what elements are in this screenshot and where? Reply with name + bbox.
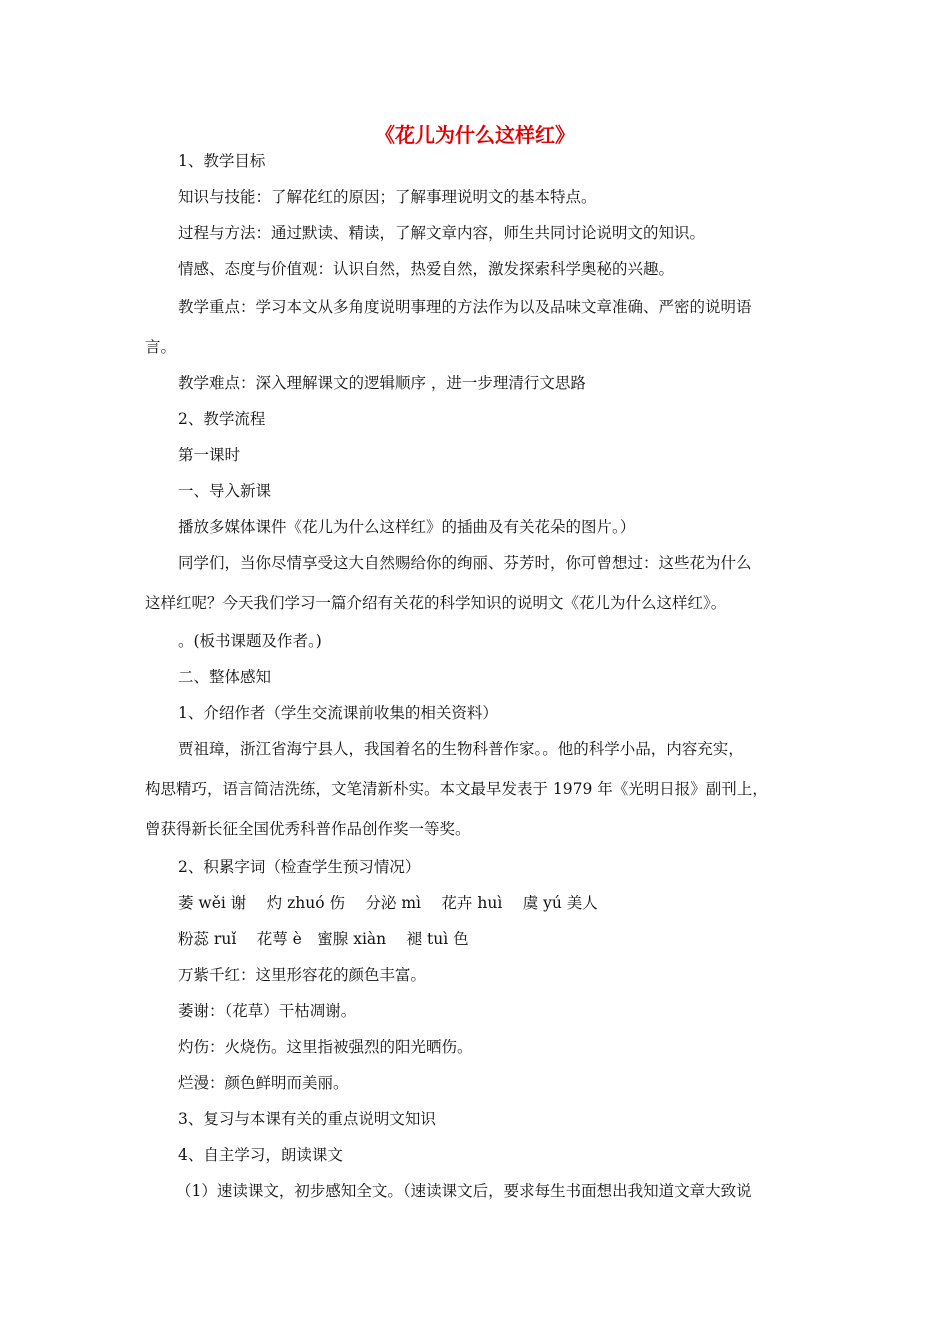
- paragraph-board-writing: 。(板书课题及作者。): [178, 632, 322, 650]
- list-item-self-study: 4、自主学习，朗读课文: [178, 1146, 343, 1164]
- list-item-vocabulary: 2、积累字词（检查学生预习情况）: [178, 858, 421, 876]
- paragraph-process-method: 过程与方法：通过默读、精读，了解文章内容，师生共同讨论说明文的知识。: [178, 224, 706, 242]
- subsection-heading-overall: 二、整体感知: [178, 668, 272, 686]
- paragraph-speed-reading: （1）速读课文，初步感知全文。（速读课文后，要求每生书面想出我知道文章大致说: [176, 1182, 752, 1200]
- paragraph-students: 同学们，当你尽情享受这大自然赐给你的绚丽、芬芳时，你可曾想过：这些花为什么: [178, 554, 752, 572]
- paragraph-students-cont: 这样红呢？今天我们学习一篇介绍有关花的科学知识的说明文《花儿为什么这样红》。: [145, 594, 727, 612]
- definition-lanman: 烂漫：颜色鲜明而美丽。: [178, 1074, 349, 1092]
- paragraph-knowledge-skills: 知识与技能：了解花红的原因；了解事理说明文的基本特点。: [178, 188, 597, 206]
- vocabulary-row-2: 粉蕊 ruǐ 花萼 è 蜜腺 xiàn 褪 tuì 色: [178, 930, 469, 948]
- vocabulary-row-1: 萎 wěi 谢 灼 zhuó 伤 分泌 mì 花卉 huì 虞 yú 美人: [178, 894, 598, 912]
- document-title: 《花儿为什么这样红》: [375, 123, 575, 147]
- paragraph-author-bio: 贾祖璋，浙江省海宁县人，我国着名的生物科普作家。。他的科学小品，内容充实，: [178, 740, 744, 758]
- lesson-label: 第一课时: [178, 446, 241, 464]
- section-heading-teaching-flow: 2、教学流程: [178, 410, 266, 428]
- paragraph-author-bio-cont: 构思精巧，语言简洁洗练，文笔清新朴实。本文最早发表于 1979 年《光明日报》副刊上，: [145, 780, 768, 798]
- paragraph-multimedia: 播放多媒体课件《花儿为什么这样红》的插曲及有关花朵的图片。）: [178, 518, 636, 536]
- paragraph-teaching-difficulty: 教学难点：深入理解课文的逻辑顺序 ，进一步理清行文思路: [178, 374, 586, 392]
- paragraph-author-bio-end: 曾获得新长征全国优秀科普作品创作奖一等奖。: [145, 820, 471, 838]
- definition-zhuoshang: 灼伤：火烧伤。这里指被强烈的阳光晒伤。: [178, 1038, 473, 1056]
- paragraph-emotion-attitude: 情感、态度与价值观：认识自然，热爱自然，激发探索科学奥秘的兴趣。: [178, 260, 675, 278]
- section-heading-teaching-goals: 1、教学目标: [178, 152, 266, 170]
- list-item-review: 3、复习与本课有关的重点说明文知识: [178, 1110, 436, 1128]
- list-item-introduce-author: 1、介绍作者（学生交流课前收集的相关资料）: [178, 704, 498, 722]
- subsection-heading-intro: 一、导入新课: [178, 482, 272, 500]
- paragraph-teaching-focus-cont: 言。: [145, 338, 177, 356]
- paragraph-teaching-focus: 教学重点：学习本文从多角度说明事理的方法作为以及品味文章准确、严密的说明语: [178, 298, 752, 316]
- definition-weixie: 萎谢：（花草）干枯凋谢。: [178, 1002, 357, 1020]
- definition-wanzi: 万紫千红：这里形容花的颜色丰富。: [178, 966, 427, 984]
